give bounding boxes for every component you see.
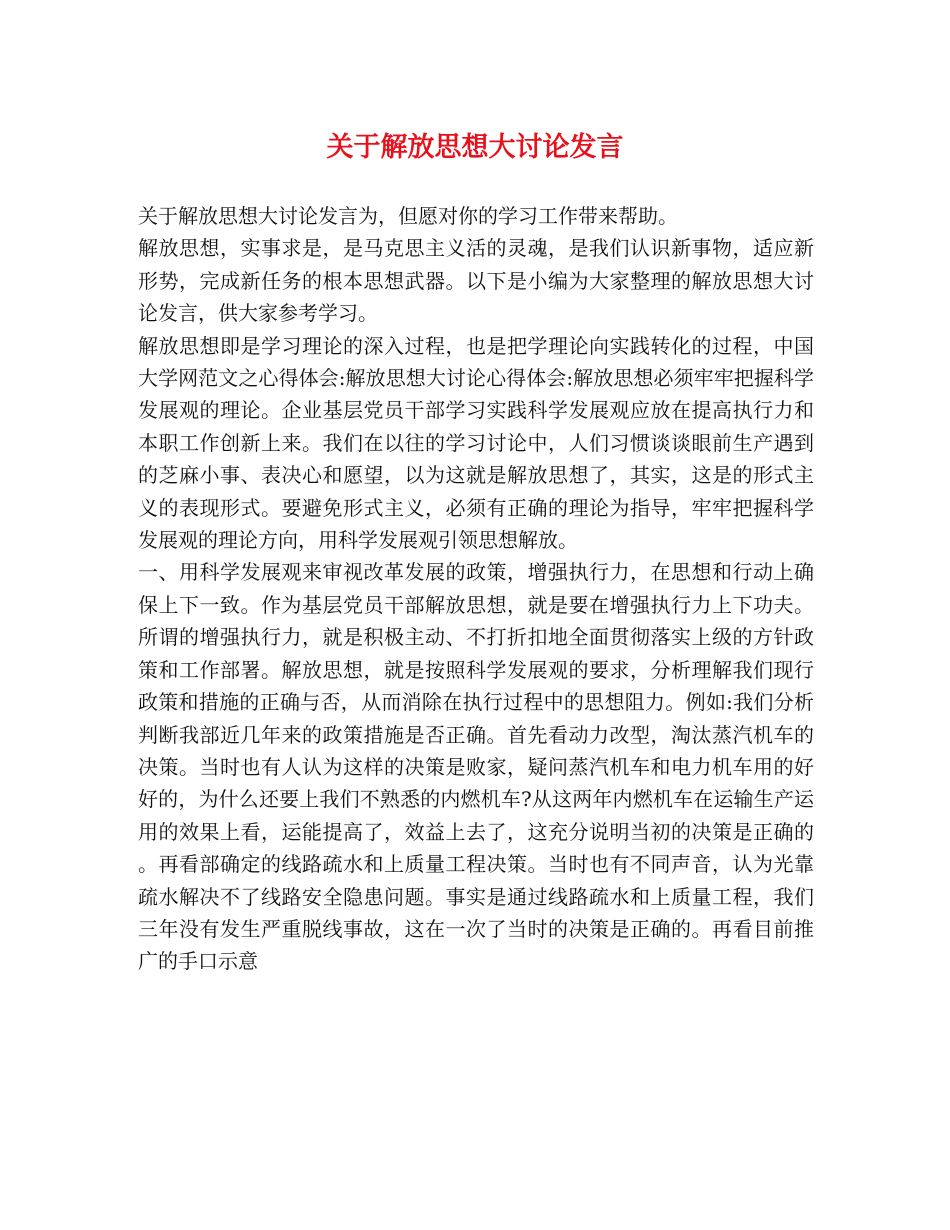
paragraph-theory-practice: 解放思想即是学习理论的深入过程，也是把学理论向实践转化的过程，中国大学网范文之心得体会:解放思想大讨论心得体会:解放思想必须牢牢把握科学发展观的理论。企业基层党员干部学习实践科学发展观应放在提高执行力和本职工作创新上来。我们在以往的学习讨论中，人们习惯谈谈眼前生产遇到的芝麻小事、表决心和愿望，以为这就是解放思想了，其实，这是的形式主义的表现形式。要避免形式主义，必须有正确的理论为指导，牢牢把握科学发展观的理论方向，用科学发展观引领思想解放。 [138, 333, 814, 553]
paragraph-section-one: 一、用科学发展观来审视改革发展的政策，增强执行力，在思想和行动上确保上下一致。作为基层党员干部解放思想，就是要在增强执行力上下功夫。所谓的增强执行力，就是积极主动、不打折扣地全面贯彻落实上级的方针政策和工作部署。解放思想，就是按照科学发展观的要求，分析理解我们现行政策和措施的正确与否，从而消除在执行过程中的思想阻力。例如:我们分析判断我部近几年来的政策措施是否正确。首先看动力改型，淘汰蒸汽机车的决策。当时也有人认为这样的决策是败家，疑问蒸汽机车和电力机车用的好好的，为什么还要上我们不熟悉的内燃机车?从这两年内燃机车在运输生产运用的效果上看，运能提高了，效益上去了，这充分说明当初的决策是正确的。再看部确定的线路疏水和上质量工程决策。当时也有不同声音，认为光靠疏水解决不了线路安全隐患问题。事实是通过线路疏水和上质量工程，我们三年没有发生严重脱线事故，这在一次了当时的决策是正确的。再看目前推广的手口示意 [138, 560, 814, 974]
paragraph-liberation-thought: 解放思想，实事求是，是马克思主义活的灵魂，是我们认识新事物，适应新形势，完成新任务的根本思想武器。以下是小编为大家整理的解放思想大讨论发言，供大家参考学习。 [138, 236, 814, 326]
document-title: 关于解放思想大讨论发言 [326, 132, 624, 163]
paragraph-intro: 关于解放思想大讨论发言为，但愿对你的学习工作带来帮助。 [138, 204, 678, 228]
document-body [138, 200, 814, 978]
